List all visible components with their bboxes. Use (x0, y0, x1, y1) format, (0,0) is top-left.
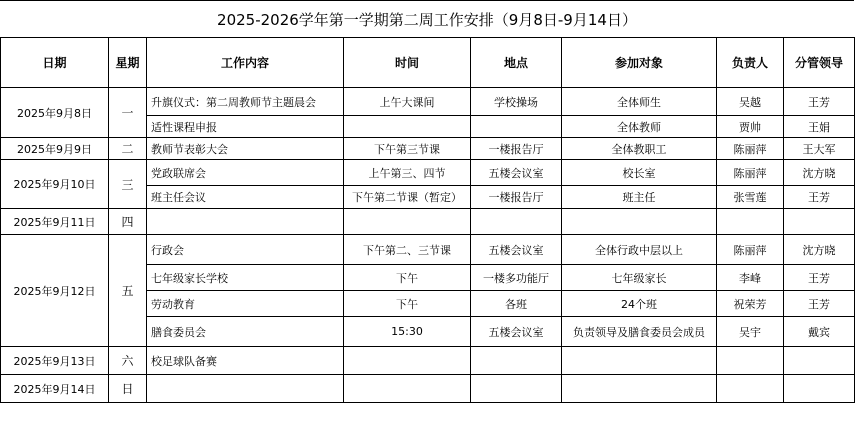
leader-cell: 李峰 (717, 265, 784, 291)
leader-cell: 吴越 (717, 88, 784, 116)
place-cell: 各班 (471, 291, 562, 317)
participants-cell: 24个班 (562, 291, 717, 317)
header-time: 时间 (344, 38, 471, 88)
weekday-cell: 一 (109, 88, 147, 138)
content-cell (147, 209, 344, 235)
time-cell: 下午第三节课 (344, 138, 471, 160)
table-row (1, 138, 855, 160)
time-cell: 15:30 (344, 317, 471, 347)
participants-cell: 校长室 (562, 160, 717, 186)
content-cell: 适性课程申报 (147, 116, 344, 138)
place-cell: 五楼会议室 (471, 235, 562, 265)
content-cell: 校足球队备赛 (147, 347, 344, 375)
place-cell: 一楼报告厅 (471, 138, 562, 160)
weekday-cell: 三 (109, 160, 147, 209)
place-cell: 五楼会议室 (471, 160, 562, 186)
table-row (1, 209, 855, 235)
leader-cell: 陈丽萍 (717, 138, 784, 160)
time-cell: 上午第三、四节 (344, 160, 471, 186)
supervisor-cell: 王芳 (784, 291, 855, 317)
leader-cell: 陈丽萍 (717, 235, 784, 265)
content-cell: 膳食委员会 (147, 317, 344, 347)
supervisor-cell (784, 375, 855, 403)
supervisor-cell: 王芳 (784, 88, 855, 116)
content-cell: 教师节表彰大会 (147, 138, 344, 160)
supervisor-cell: 沈方晓 (784, 235, 855, 265)
leader-cell (717, 209, 784, 235)
time-cell (344, 116, 471, 138)
header-date: 日期 (1, 38, 109, 88)
header-leader: 负责人 (717, 38, 784, 88)
schedule-table (0, 37, 855, 403)
table-row (1, 375, 855, 403)
weekday-cell: 六 (109, 347, 147, 375)
content-cell: 七年级家长学校 (147, 265, 344, 291)
supervisor-cell (784, 347, 855, 375)
place-cell (471, 347, 562, 375)
leader-cell: 吴宇 (717, 317, 784, 347)
place-cell: 学校操场 (471, 88, 562, 116)
date-cell: 2025年9月9日 (1, 138, 109, 160)
content-cell (147, 375, 344, 403)
page-title: 2025-2026学年第一学期第二周工作安排（9月8日-9月14日） (0, 0, 854, 37)
header-supervisor: 分管领导 (784, 38, 855, 88)
time-cell: 下午第二节课（暂定） (344, 186, 471, 209)
header-row (1, 38, 855, 88)
leader-cell: 祝荣芳 (717, 291, 784, 317)
supervisor-cell (784, 209, 855, 235)
date-cell: 2025年9月12日 (1, 235, 109, 347)
weekday-cell: 日 (109, 375, 147, 403)
content-cell: 班主任会议 (147, 186, 344, 209)
participants-cell: 全体教职工 (562, 138, 717, 160)
header-weekday: 星期 (109, 38, 147, 88)
place-cell (471, 116, 562, 138)
participants-cell: 全体师生 (562, 88, 717, 116)
participants-cell (562, 375, 717, 403)
supervisor-cell: 王大军 (784, 138, 855, 160)
time-cell: 下午 (344, 265, 471, 291)
header-participants: 参加对象 (562, 38, 717, 88)
time-cell: 下午第二、三节课 (344, 235, 471, 265)
place-cell (471, 209, 562, 235)
leader-cell: 张雪莲 (717, 186, 784, 209)
participants-cell: 全体教师 (562, 116, 717, 138)
table-row (1, 235, 855, 265)
place-cell: 一楼多功能厅 (471, 265, 562, 291)
supervisor-cell: 沈方晓 (784, 160, 855, 186)
supervisor-cell: 王芳 (784, 265, 855, 291)
time-cell: 上午大课间 (344, 88, 471, 116)
participants-cell: 负责领导及膳食委员会成员 (562, 317, 717, 347)
date-cell: 2025年9月14日 (1, 375, 109, 403)
participants-cell: 班主任 (562, 186, 717, 209)
leader-cell: 陈丽萍 (717, 160, 784, 186)
supervisor-cell: 王芳 (784, 186, 855, 209)
content-cell: 党政联席会 (147, 160, 344, 186)
date-cell: 2025年9月11日 (1, 209, 109, 235)
participants-cell (562, 209, 717, 235)
supervisor-cell: 戴宾 (784, 317, 855, 347)
leader-cell (717, 375, 784, 403)
place-cell (471, 375, 562, 403)
leader-cell (717, 347, 784, 375)
leader-cell: 贾帅 (717, 116, 784, 138)
content-cell: 行政会 (147, 235, 344, 265)
time-cell: 下午 (344, 291, 471, 317)
weekday-cell: 五 (109, 235, 147, 347)
weekday-cell: 二 (109, 138, 147, 160)
header-content: 工作内容 (147, 38, 344, 88)
table-row (1, 160, 855, 186)
place-cell: 一楼报告厅 (471, 186, 562, 209)
table-row (1, 347, 855, 375)
weekday-cell: 四 (109, 209, 147, 235)
time-cell (344, 347, 471, 375)
place-cell: 五楼会议室 (471, 317, 562, 347)
participants-cell: 七年级家长 (562, 265, 717, 291)
time-cell (344, 375, 471, 403)
time-cell (344, 209, 471, 235)
content-cell: 劳动教育 (147, 291, 344, 317)
content-cell: 升旗仪式：第二周教师节主题晨会 (147, 88, 344, 116)
participants-cell: 全体行政中层以上 (562, 235, 717, 265)
supervisor-cell: 王娟 (784, 116, 855, 138)
header-place: 地点 (471, 38, 562, 88)
date-cell: 2025年9月10日 (1, 160, 109, 209)
date-cell: 2025年9月8日 (1, 88, 109, 138)
participants-cell (562, 347, 717, 375)
date-cell: 2025年9月13日 (1, 347, 109, 375)
table-row (1, 88, 855, 116)
